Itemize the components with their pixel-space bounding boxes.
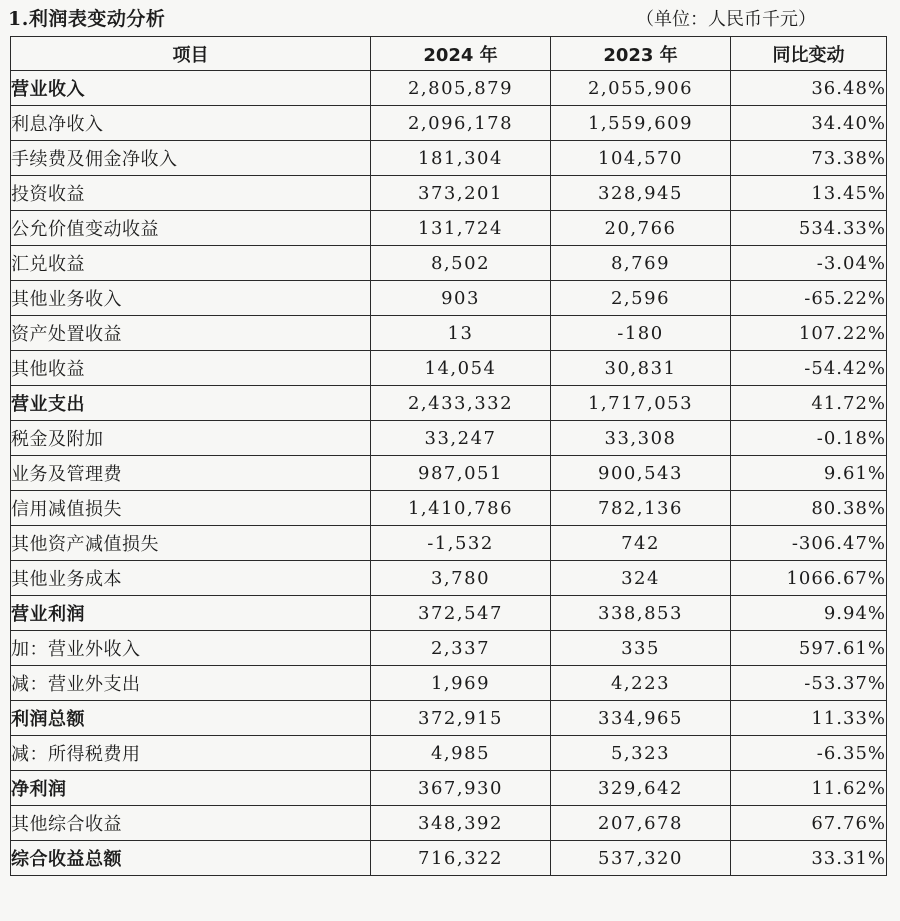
row-item-label: 营业利润 — [11, 596, 371, 631]
row-value-2024: 1,410,786 — [371, 491, 551, 526]
row-item-label: 其他综合收益 — [11, 806, 371, 841]
row-yoy-change: 34.40% — [731, 106, 887, 141]
row-value-2023: 2,055,906 — [551, 71, 731, 106]
table-row — [11, 211, 887, 246]
row-item-label: 其他资产减值损失 — [11, 526, 371, 561]
table-row — [11, 841, 887, 876]
row-value-2023: 8,769 — [551, 246, 731, 281]
table-row — [11, 666, 887, 701]
column-header-2023: 2023 年 — [551, 37, 731, 71]
row-item-label: 利润总额 — [11, 701, 371, 736]
row-value-2023: -180 — [551, 316, 731, 351]
row-item-label: 投资收益 — [11, 176, 371, 211]
row-yoy-change: -53.37% — [731, 666, 887, 701]
column-header-item: 项目 — [11, 37, 371, 71]
row-value-2023: 782,136 — [551, 491, 731, 526]
table-row — [11, 771, 887, 806]
row-value-2024: 2,433,332 — [371, 386, 551, 421]
row-yoy-change: 36.48% — [731, 71, 887, 106]
row-value-2023: 20,766 — [551, 211, 731, 246]
row-item-label: 减：营业外支出 — [11, 666, 371, 701]
row-value-2023: 335 — [551, 631, 731, 666]
table-row — [11, 631, 887, 666]
table-row — [11, 806, 887, 841]
row-yoy-change: 9.61% — [731, 456, 887, 491]
row-value-2024: 131,724 — [371, 211, 551, 246]
row-item-label: 净利润 — [11, 771, 371, 806]
table-row — [11, 491, 887, 526]
row-item-label: 其他业务成本 — [11, 561, 371, 596]
row-value-2023: 328,945 — [551, 176, 731, 211]
income-statement-table — [10, 36, 887, 876]
row-value-2024: 987,051 — [371, 456, 551, 491]
row-value-2024: 14,054 — [371, 351, 551, 386]
row-value-2024: 367,930 — [371, 771, 551, 806]
row-item-label: 营业收入 — [11, 71, 371, 106]
row-yoy-change: 33.31% — [731, 841, 887, 876]
table-row — [11, 456, 887, 491]
row-yoy-change: 11.62% — [731, 771, 887, 806]
row-yoy-change: 11.33% — [731, 701, 887, 736]
row-value-2023: 5,323 — [551, 736, 731, 771]
row-yoy-change: 73.38% — [731, 141, 887, 176]
row-value-2023: 900,543 — [551, 456, 731, 491]
row-item-label: 营业支出 — [11, 386, 371, 421]
row-yoy-change: -54.42% — [731, 351, 887, 386]
table-row — [11, 701, 887, 736]
row-item-label: 利息净收入 — [11, 106, 371, 141]
row-yoy-change: 597.61% — [731, 631, 887, 666]
row-value-2024: 2,805,879 — [371, 71, 551, 106]
row-item-label: 税金及附加 — [11, 421, 371, 456]
row-item-label: 其他业务收入 — [11, 281, 371, 316]
row-yoy-change: 9.94% — [731, 596, 887, 631]
row-item-label: 手续费及佣金净收入 — [11, 141, 371, 176]
row-yoy-change: 41.72% — [731, 386, 887, 421]
row-value-2024: 33,247 — [371, 421, 551, 456]
row-value-2023: 207,678 — [551, 806, 731, 841]
row-item-label: 业务及管理费 — [11, 456, 371, 491]
table-row — [11, 561, 887, 596]
row-item-label: 资产处置收益 — [11, 316, 371, 351]
row-value-2024: 903 — [371, 281, 551, 316]
table-row — [11, 351, 887, 386]
row-value-2024: -1,532 — [371, 526, 551, 561]
table-row — [11, 526, 887, 561]
table-row — [11, 386, 887, 421]
section-title: 1.利润表变动分析 — [8, 8, 166, 30]
unit-note: （单位：人民币千元） — [636, 9, 816, 30]
table-row — [11, 316, 887, 351]
row-value-2024: 1,969 — [371, 666, 551, 701]
row-value-2024: 372,915 — [371, 701, 551, 736]
row-value-2023: 742 — [551, 526, 731, 561]
row-yoy-change: -306.47% — [731, 526, 887, 561]
column-header-2024: 2024 年 — [371, 37, 551, 71]
column-header-yoy-change: 同比变动 — [731, 37, 887, 71]
row-item-label: 减：所得税费用 — [11, 736, 371, 771]
row-value-2024: 716,322 — [371, 841, 551, 876]
row-yoy-change: 534.33% — [731, 211, 887, 246]
row-yoy-change: -6.35% — [731, 736, 887, 771]
table-row — [11, 176, 887, 211]
row-value-2023: 30,831 — [551, 351, 731, 386]
row-item-label: 综合收益总额 — [11, 841, 371, 876]
table-row — [11, 421, 887, 456]
row-value-2023: 1,559,609 — [551, 106, 731, 141]
heading-row — [0, 0, 900, 36]
row-value-2023: 104,570 — [551, 141, 731, 176]
row-yoy-change: 107.22% — [731, 316, 887, 351]
row-value-2024: 373,201 — [371, 176, 551, 211]
row-item-label: 公允价值变动收益 — [11, 211, 371, 246]
row-value-2024: 2,337 — [371, 631, 551, 666]
table-body — [11, 71, 887, 876]
table-row — [11, 736, 887, 771]
row-item-label: 汇兑收益 — [11, 246, 371, 281]
row-value-2023: 338,853 — [551, 596, 731, 631]
row-value-2023: 1,717,053 — [551, 386, 731, 421]
table-row — [11, 596, 887, 631]
row-yoy-change: 67.76% — [731, 806, 887, 841]
table-row — [11, 71, 887, 106]
row-value-2023: 4,223 — [551, 666, 731, 701]
table-row — [11, 246, 887, 281]
row-yoy-change: -65.22% — [731, 281, 887, 316]
row-yoy-change: 13.45% — [731, 176, 887, 211]
row-yoy-change: -3.04% — [731, 246, 887, 281]
row-value-2024: 2,096,178 — [371, 106, 551, 141]
row-value-2024: 8,502 — [371, 246, 551, 281]
row-value-2023: 2,596 — [551, 281, 731, 316]
row-value-2023: 324 — [551, 561, 731, 596]
row-value-2023: 329,642 — [551, 771, 731, 806]
row-value-2023: 33,308 — [551, 421, 731, 456]
row-item-label: 加：营业外收入 — [11, 631, 371, 666]
row-item-label: 信用减值损失 — [11, 491, 371, 526]
row-yoy-change: 1066.67% — [731, 561, 887, 596]
row-item-label: 其他收益 — [11, 351, 371, 386]
row-value-2024: 372,547 — [371, 596, 551, 631]
row-yoy-change: 80.38% — [731, 491, 887, 526]
table-row — [11, 281, 887, 316]
row-value-2024: 181,304 — [371, 141, 551, 176]
row-yoy-change: -0.18% — [731, 421, 887, 456]
row-value-2024: 348,392 — [371, 806, 551, 841]
table-header-row — [11, 37, 887, 71]
row-value-2023: 334,965 — [551, 701, 731, 736]
table-row — [11, 141, 887, 176]
row-value-2024: 4,985 — [371, 736, 551, 771]
row-value-2024: 3,780 — [371, 561, 551, 596]
row-value-2023: 537,320 — [551, 841, 731, 876]
table-row — [11, 106, 887, 141]
row-value-2024: 13 — [371, 316, 551, 351]
